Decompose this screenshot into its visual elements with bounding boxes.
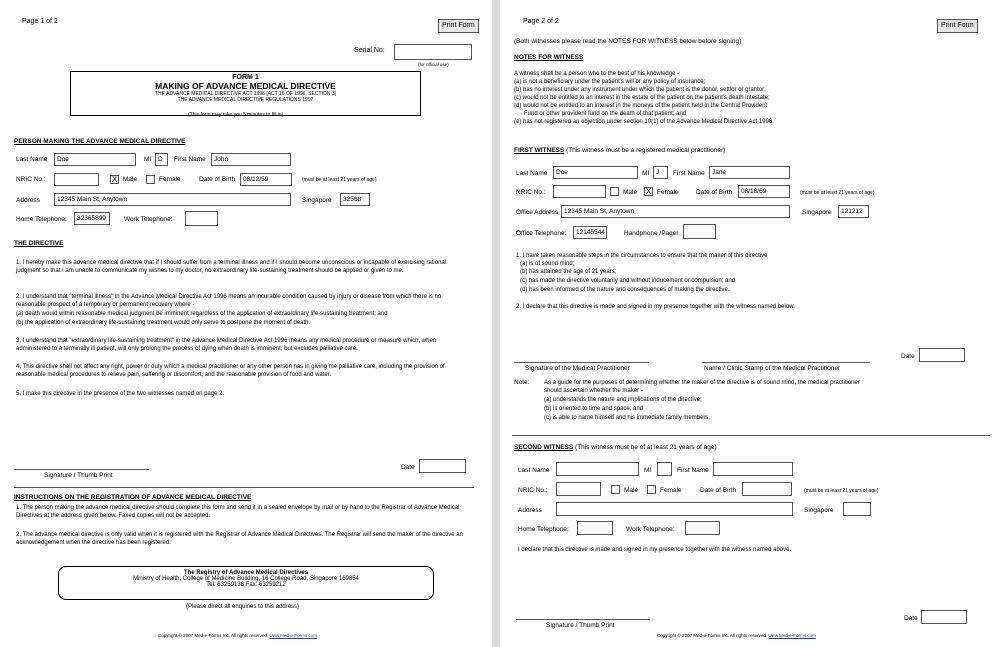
w1-statement-1a: (a) is of sound mind; — [520, 261, 575, 267]
w1-mi-label: MI — [642, 170, 650, 177]
postal-code-input[interactable]: 32568 — [340, 193, 370, 206]
person-heading: PERSON MAKING THE ADVANCE MEDICAL DIRECTIVE — [14, 138, 186, 145]
first-name-label: First Name — [174, 156, 206, 163]
w2-last-name-label: Last Name — [518, 467, 550, 474]
w2-singapore-label: Singapore — [804, 507, 834, 514]
print-form-button[interactable]: Print Form — [438, 19, 479, 33]
mi-input[interactable]: D — [155, 153, 168, 166]
w1-age-note: (must be at least 21 years of age) — [800, 190, 875, 196]
w1-signature-line — [514, 362, 649, 363]
enquiries-note: (Please direct all enquiries to this address) — [186, 604, 300, 610]
note-c: (c) would not be entitled to an interest in the estate of the patient on the patient's death intestate; — [514, 95, 770, 101]
w1-pager-input[interactable] — [683, 224, 716, 239]
w2-nric-label: NRIC No.: — [518, 487, 548, 494]
note-b: (b) has no interest under any instrument under which the patient is the donor, settlor or grantor; — [514, 87, 766, 93]
w2-first-name-input[interactable] — [713, 462, 793, 476]
form-number: FORM 1 — [232, 74, 259, 81]
male-checkbox[interactable]: X — [111, 175, 118, 184]
w1-mi-input[interactable]: J — [653, 166, 668, 179]
w1-statement-1: 1. I have taken reasonable steps in the circumstances to ensure that the maker of this directive — [516, 253, 768, 259]
directive-heading: THE DIRECTIVE — [14, 240, 64, 247]
w1-male-checkbox[interactable] — [610, 187, 619, 196]
note-text-1: As a guide for the purposes of determining whether the maker of the directive is of sound mind, the medical practitioner — [544, 380, 860, 386]
w1-signature-label: Signature of the Medical Practitioner — [525, 365, 630, 372]
w1-nric-label: NRIC No.: — [516, 189, 546, 196]
w2-declaration: I declare that this directive is made and signed in my presence together with the witness named above. — [518, 547, 792, 553]
w1-pager-label: Handphone /Pager — [624, 230, 679, 237]
w1-date-label: Date — [901, 353, 915, 360]
w1-singapore-label: Singapore — [802, 209, 832, 216]
w1-stamp-line — [702, 362, 870, 363]
address-label: Address — [16, 197, 40, 204]
first-witness-header — [514, 147, 725, 154]
w2-male-checkbox[interactable] — [611, 485, 620, 494]
w1-last-name-label: Last Name — [516, 170, 548, 177]
w1-office-address-input[interactable]: 12345 Main St, Anytown — [561, 205, 790, 218]
w1-office-tel-input[interactable]: 12145544 — [573, 226, 607, 239]
directive-clause-1: 1. I hereby make this advance medical directive that if I should suffer from a terminal illness and if I should become unconscious or incapable of exercising rational judgment so that I am unable to communicate my wishes to my doctor, no extraordinary life-sustaining treatment should be applied or given to me. — [16, 260, 447, 274]
directive-clause-2: 2. I understand that "terminal illness" in the Advance Medical Directive Act 1996 means an incurable condition caused by injury or disease from which there is no reasonable prospect of a temporary or permanent recovery where - — [16, 294, 442, 308]
page-number: Page 2 of 2 — [523, 18, 559, 25]
w1-female-checkbox[interactable]: X — [645, 187, 652, 196]
copyright: Copyright © 2007 Med-e-Forms Inc. All rights reserved. www.Med-e-Forms.com — [657, 633, 816, 638]
page-number: Page 1 of 2 — [22, 18, 58, 25]
w2-last-name-input[interactable] — [556, 462, 639, 476]
w2-mi-label: MI — [644, 467, 652, 474]
directive-clause-5: 5. I make this directive in the presence of the two witnesses named on page 2. — [16, 391, 225, 397]
date-input[interactable] — [419, 459, 466, 473]
w1-dob-label: Date of Birth — [696, 189, 733, 196]
w2-female-checkbox[interactable] — [647, 485, 656, 494]
w1-female-label: Female — [657, 189, 679, 196]
w2-address-input[interactable] — [556, 502, 793, 516]
second-witness-header — [514, 444, 717, 451]
note-a: (a) is not a beneficiary under the patient's will or any policy of insurance; — [514, 79, 706, 85]
first-witness-note: (This witness must be a registered medical practitioner) — [566, 147, 726, 154]
section-divider — [14, 487, 474, 488]
w2-signature-label: Signature / Thumb Print — [546, 622, 615, 629]
page-divider — [492, 0, 500, 647]
w2-male-label: Male — [624, 487, 639, 494]
female-checkbox[interactable] — [146, 175, 155, 184]
w2-work-tel-input[interactable] — [685, 521, 720, 535]
last-name-label: Last Name — [16, 156, 48, 163]
work-tel-label: Work Telephone: — [124, 216, 173, 223]
age-note: (must be at least 21 years of age) — [302, 177, 377, 183]
date-label: Date — [401, 464, 415, 471]
note-e: (e) has not registered an objection under section 10(1) of the Advance Medical Directive Act 1996. — [514, 119, 774, 125]
second-witness-note: (This witness must be of at least 21 years of age) — [575, 444, 717, 451]
first-witness-heading: FIRST WITNESS — [514, 147, 565, 154]
last-name-input[interactable]: Doe — [54, 153, 136, 166]
w1-date-input[interactable] — [919, 348, 965, 362]
registry-name: The Registry of Advance Medical Directives — [183, 570, 309, 576]
official-use-note: (for official use) — [418, 62, 449, 67]
singapore-label: Singapore — [302, 197, 332, 204]
home-tel-input[interactable]: 32365899 — [74, 212, 110, 225]
female-label: Female — [159, 176, 181, 183]
act-line-1: THE ADVANCE MEDICAL DIRECTIVE ACT 1996 [ACT 16 OF 1996, SECTION 3] — [155, 91, 336, 97]
w1-first-name-label: First Name — [673, 170, 705, 177]
copyright-link[interactable]: www.Med-e-Forms.com — [269, 633, 317, 638]
w2-home-tel-input[interactable] — [577, 521, 613, 535]
directive-clause-2a: (a) death would within reasonable medical judgment be imminent regardless of the application of extraordinary life-sustaining treatment; and — [16, 311, 388, 317]
mi-label: MI — [144, 156, 152, 163]
w1-statement-1c: (c) has made the directive voluntarily and without inducement or compulsion; and — [520, 278, 736, 284]
instruction-1: 1. The person making the advance medical directive should complete this form and send it in a sealed envelope by mail or by hand to the Registrar of Advance Medical Directives at the address given below. Faxed copies will not be accepted. — [16, 505, 460, 519]
w1-nric-input[interactable] — [553, 185, 606, 198]
witness-intro: (Both witnesses please read the NOTES FOR WITNESS below before signing) — [514, 38, 742, 45]
w1-male-label: Male — [623, 189, 638, 196]
nric-input[interactable] — [54, 173, 99, 186]
w1-office-tel-label: Office Telephone: — [516, 230, 567, 237]
note-text-4: (b) is oriented to time and space; and — [544, 406, 644, 412]
w1-office-label: Office Address — [516, 209, 559, 216]
note-d: (d) would not be entitled to an interest in the moneys of the patient held in the Central Provident — [514, 103, 768, 109]
form-title: MAKING OF ADVANCE MEDICAL DIRECTIVE — [155, 81, 336, 91]
instructions-heading: INSTRUCTIONS ON THE REGISTRATION OF ADVANCE MEDICAL DIRECTIVE — [14, 494, 252, 501]
w1-statement-1d: (d) has been informed of the nature and consequences of making the directive. — [520, 287, 730, 293]
dob-input[interactable]: 08/12/59 — [240, 173, 292, 186]
w2-age-note: (must be at least 21 years of age) — [804, 488, 879, 494]
directive-clause-3: 3. I understand that "extraordinary life-sustaining treatment" in the Advance Medical Directive Act 1996 means any medical procedure or measure which, when administered to a terminally ill patient, will only prolong the process of dying when death is imminent, but excludes palliative care. — [16, 338, 437, 352]
w2-address-label: Address — [518, 507, 542, 514]
address-input[interactable]: 12345 Main St, Anytown — [54, 193, 291, 206]
home-tel-label: Home Telephone: — [16, 216, 67, 223]
signature-line — [14, 469, 149, 470]
copyright-link[interactable]: www.Med-e-Forms.com — [768, 633, 816, 638]
w2-home-tel-label: Home Telephone: — [518, 526, 569, 533]
first-name-input[interactable]: John — [211, 153, 291, 166]
w2-female-label: Female — [660, 487, 682, 494]
w2-dob-input[interactable] — [742, 482, 792, 496]
w1-first-name-input[interactable]: Jane — [709, 166, 790, 179]
w2-first-name-label: First Name — [677, 467, 709, 474]
copyright: Copyright © 2007 Med-e-Forms Inc. All rights reserved. www.Med-e-Forms.com — [158, 633, 317, 638]
w2-work-tel-label: Work Telephone: — [626, 526, 675, 533]
form-title-box — [70, 71, 421, 116]
notes-intro: A witness shall be a person who to the best of his knowledge - — [514, 71, 680, 77]
note-d-cont: Fund or other provident fund on the death of that patient; and — [524, 111, 687, 117]
w2-signature-line — [516, 619, 650, 620]
w1-dob-input[interactable]: 08/18/69 — [738, 185, 790, 198]
act-line-2: THE ADVANCE MEDICAL DIRECTIVE REGULATIONS 1997 — [177, 97, 314, 103]
w2-date-input[interactable] — [921, 610, 967, 624]
directive-clause-2b: (b) the application of extraordinary life-sustaining treatment would only serve to postpone the moment of death. — [16, 320, 311, 326]
w1-stamp-label: Name / Clinic Stamp of the Medical Practitioner — [704, 365, 841, 372]
section-divider — [512, 435, 990, 436]
print-form-button[interactable]: Print Form — [937, 19, 978, 33]
signature-label: Signature / Thumb Print — [44, 472, 113, 479]
serial-number-input[interactable] — [394, 44, 472, 60]
w2-postal-input[interactable] — [843, 502, 871, 516]
w1-postal-input[interactable]: 121212 — [838, 205, 869, 218]
directive-clause-4: 4. This directive shall not affect any right, power or duty which a medical practitioner or any other person has in giving me palliative care, including the provision of reasonable medical procedures to relieve pain, suffering or discomfort, and the reasonable provision of food and water. — [16, 364, 445, 378]
time-note: (This form may take you 5 minutes to fill in) — [188, 112, 284, 118]
note-label: Note: — [514, 379, 530, 386]
instruction-2: 2. The advance medical directive is only valid when it is registered with the Registrar of Advance Medical Directives. The Registrar will send the maker of the directive an acknowledgement when the directive has been registered. — [16, 532, 463, 546]
nric-label: NRIC No.: — [16, 176, 46, 183]
w2-dob-label: Date of Birth — [700, 487, 737, 494]
note-text-2: should ascertain whether the maker - — [544, 388, 643, 394]
male-label: Male — [123, 176, 138, 183]
registry-phone: Tel: 63259136 Fax: 63259212 — [206, 582, 286, 588]
second-witness-heading: SECOND WITNESS — [514, 444, 574, 451]
note-text-3: (a) understands the nature and implications of the directive; — [544, 397, 702, 403]
w2-nric-input[interactable] — [556, 482, 601, 496]
work-tel-input[interactable] — [185, 211, 218, 226]
w1-last-name-input[interactable]: Doe — [553, 166, 638, 179]
w1-statement-2: 2. I declare that this directive is made and signed in my presence together with the witness named below. — [516, 304, 795, 310]
dob-label: Date of Birth — [199, 176, 236, 183]
notes-heading: NOTES FOR WITNESS — [514, 54, 584, 61]
w1-statement-1b: (b) has attained the age of 21 years; — [520, 269, 617, 275]
w2-mi-input[interactable] — [657, 462, 672, 476]
form-page-2 — [500, 0, 1000, 647]
serial-label: Serial No: — [354, 47, 385, 54]
note-text-5: (c) is able to name himself and his immediate family members. — [544, 415, 711, 421]
registry-address-box — [58, 566, 434, 600]
w2-date-label: Date — [904, 615, 918, 622]
form-page-1 — [0, 0, 492, 647]
registry-address: Ministry of Health, College of Medicine Building, 16 College Road, Singapore 169854 — [133, 576, 359, 582]
